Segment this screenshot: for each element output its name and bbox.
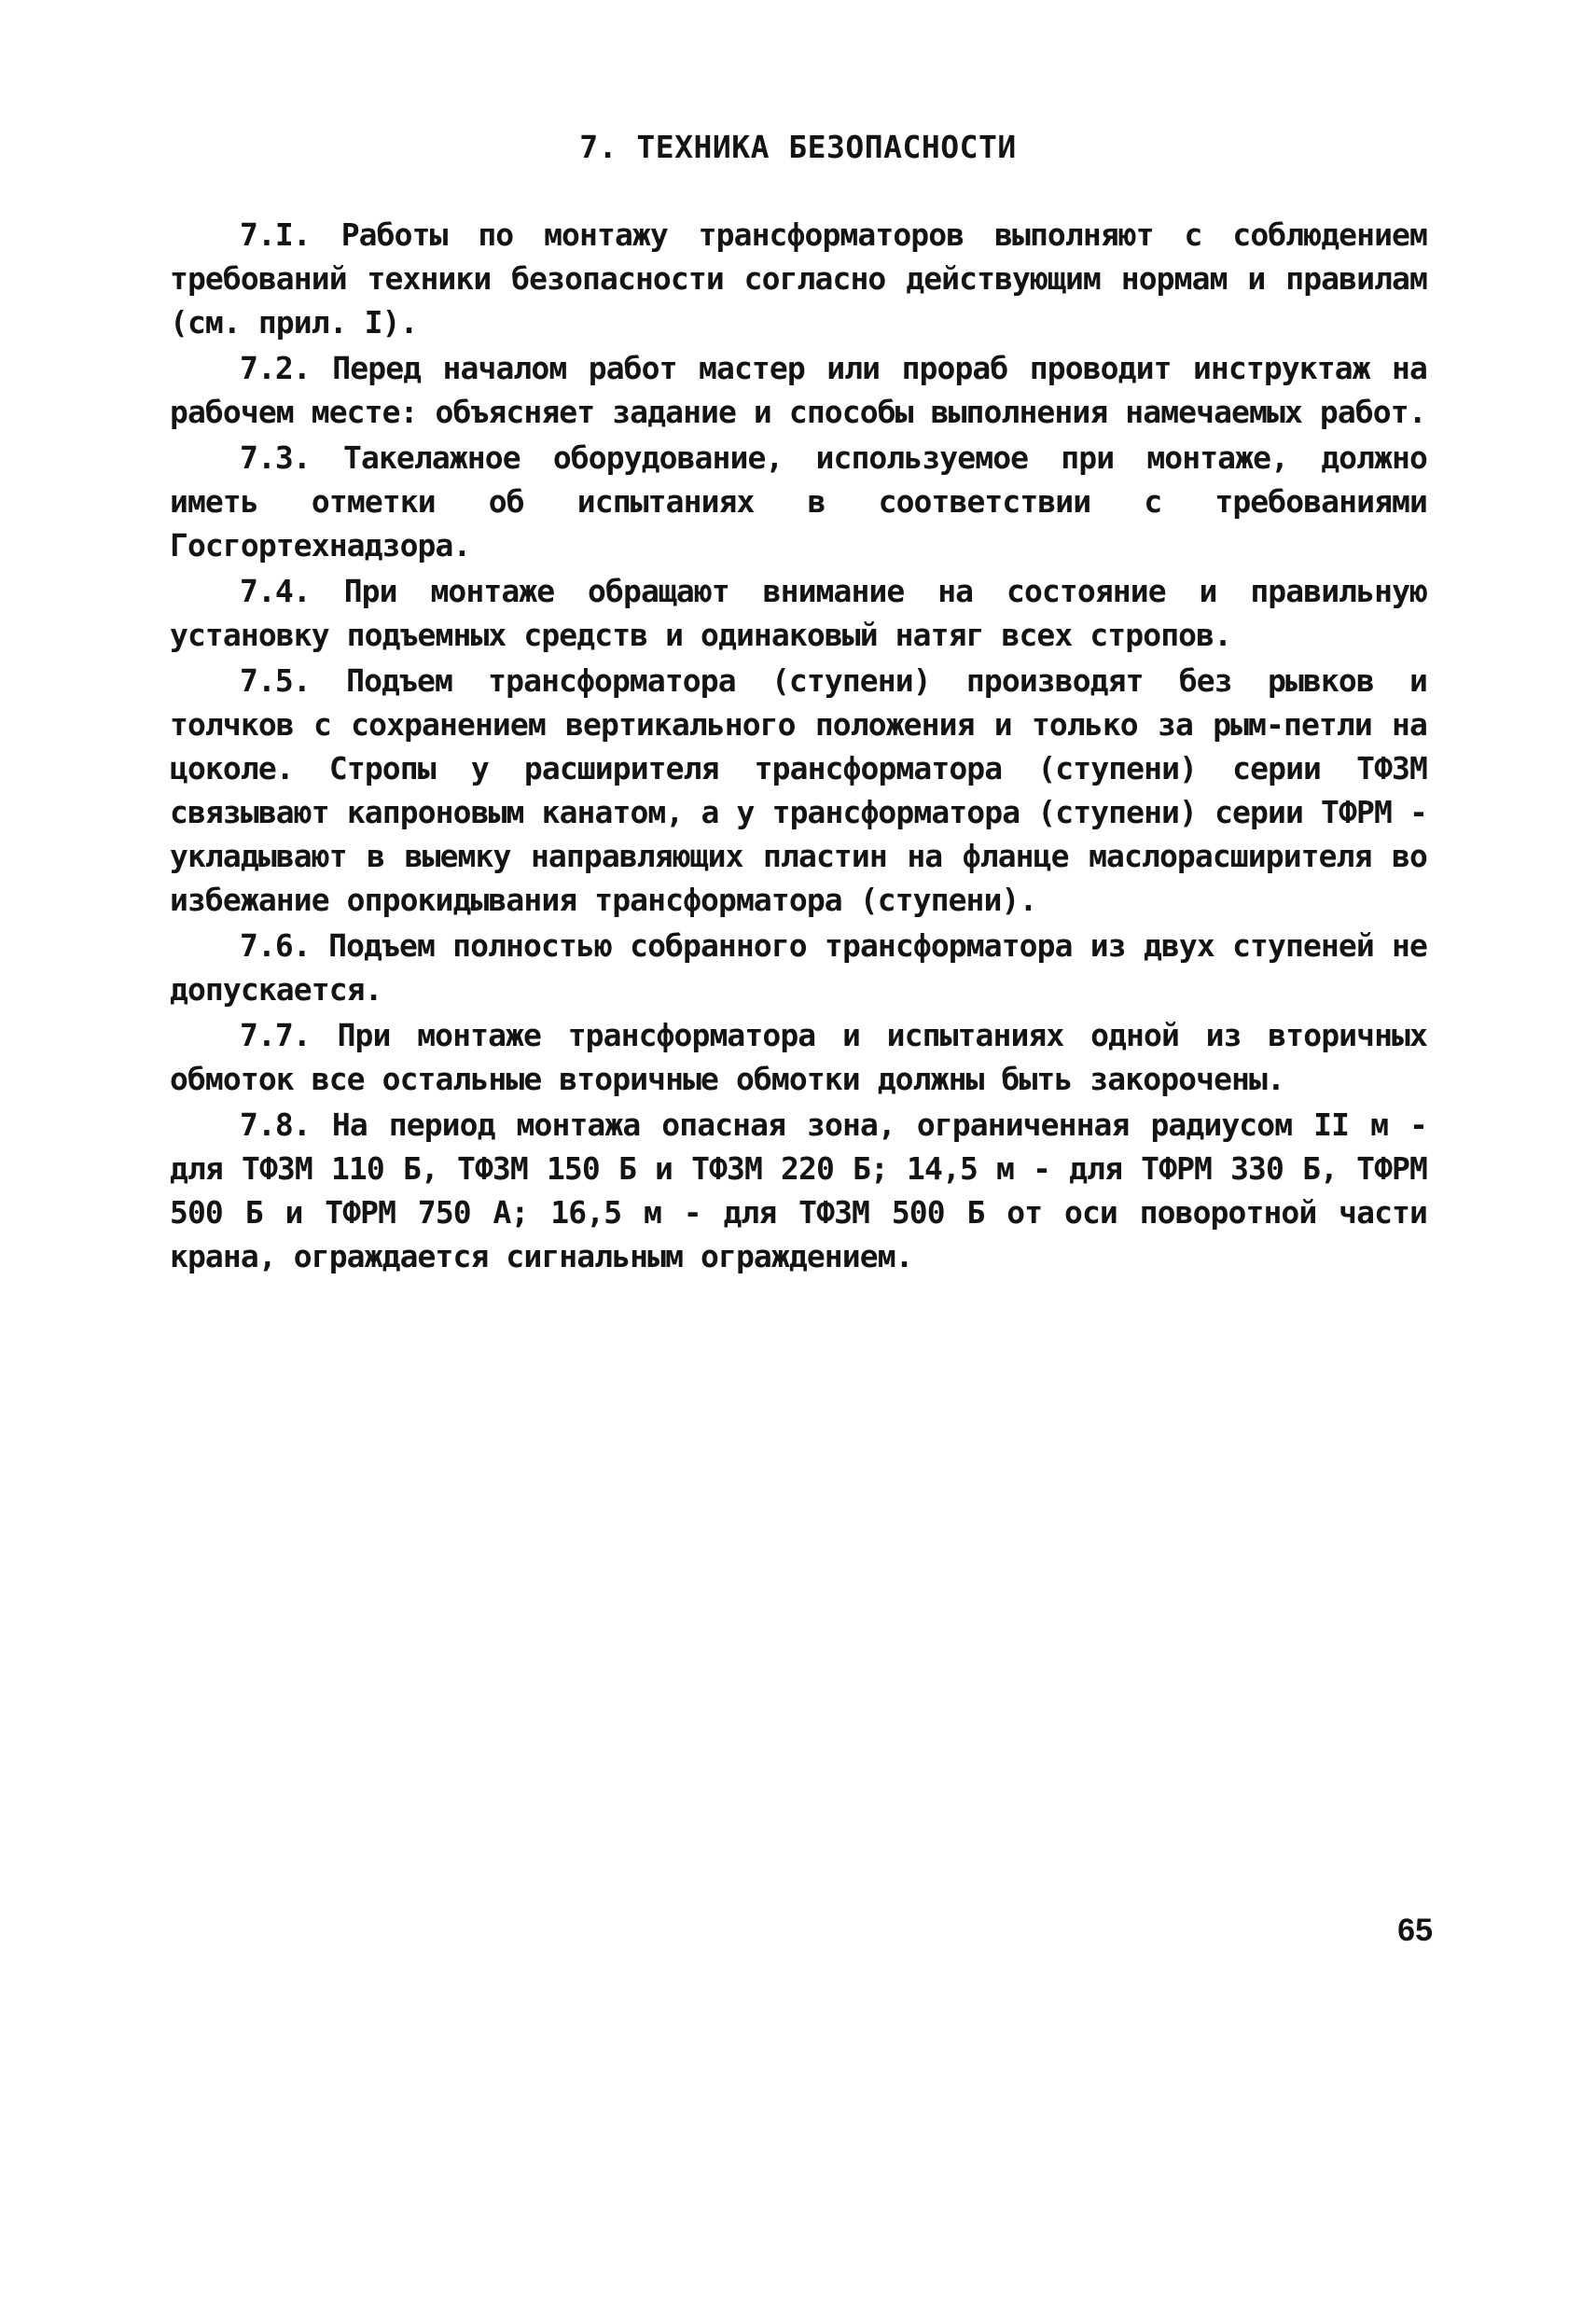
paragraph-7-2: 7.2. Перед началом работ мастер или прораб проводит инструктаж на рабочем месте: объясняет задание и способы выполнения намечаемых работ. [170,350,1427,430]
safety-section-body [170,213,1427,1280]
paragraph-7-3: 7.3. Такелажное оборудование, используемое при монтаже, должно иметь отметки об испытаниях в соответствии с требованиями Госгортехнадзора. [170,439,1427,564]
paragraph-7-5: 7.5. Подъем трансформатора (ступени) производят без рывков и толчков с сохранением вертикального положения и только за рым-петли на цоколе. Стропы у расширителя трансформатора (ступени) серии ТФЗМ связывают капроновым канатом, а у трансформатора (ступени) серии ТФРМ - укладывают в выемку направляющих пластин на фланце маслорасширителя во избежание опрокидывания трансформатора (ступени). [170,662,1427,918]
page-number: 65 [1397,1913,1433,1948]
paragraph-7-1: 7.I. Работы по монтажу трансформаторов выполняют с соблюдением требований техники безопасности согласно действующим нормам и правилам (см. прил. I). [170,216,1427,341]
section-heading: 7. ТЕХНИКА БЕЗОПАСНОСТИ [579,129,1017,165]
paragraph-7-4: 7.4. При монтаже обращают внимание на состояние и правильную установку подъемных средств и одинаковый натяг всех стропов. [170,573,1427,653]
paragraph-7-8: 7.8. На период монтажа опасная зона, ограниченная радиусом II м - для ТФЗМ 110 Б, ТФЗМ 150 Б и ТФЗМ 220 Б; 14,5 м - для ТФРМ 330 Б, ТФРМ 500 Б и ТФРМ 750 А; 16,5 м - для ТФЗМ 500 Б от оси поворотной части крана, ограждается сигнальным ограждением. [170,1106,1427,1274]
paragraph-7-6: 7.6. Подъем полностью собранного трансформатора из двух ступеней не допускается. [170,927,1427,1008]
paragraph-7-7: 7.7. При монтаже трансформатора и испытаниях одной из вторичных обмоток все остальные вторичные обмотки должны быть закорочены. [170,1017,1427,1097]
